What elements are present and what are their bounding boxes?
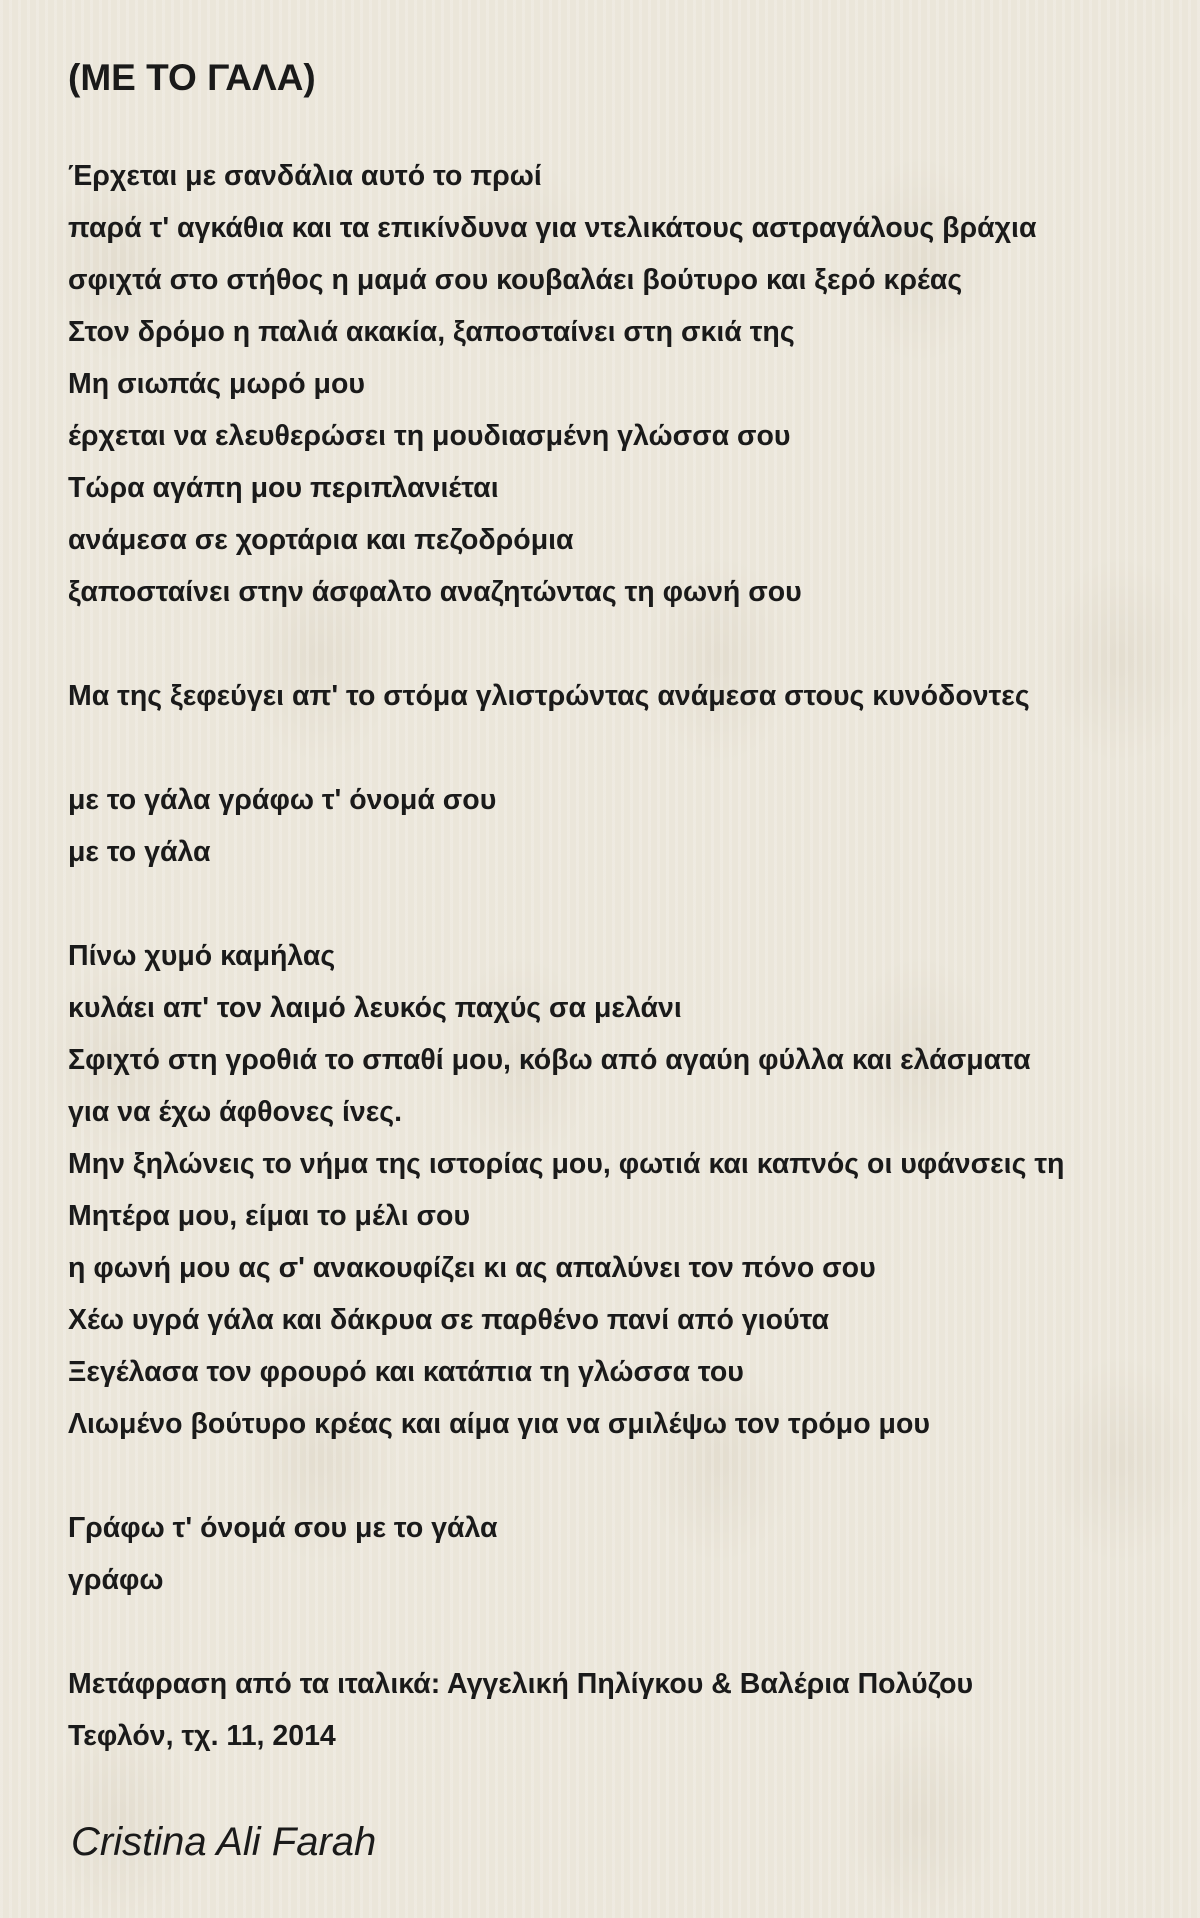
author-name: Cristina Ali Farah [71, 1820, 377, 1864]
poem-line: κυλάει απ' τον λαιμό λευκός παχύς σα μελάνι [68, 992, 682, 1024]
poem-line: με το γάλα [68, 836, 211, 868]
poem-body [68, 150, 1200, 1606]
poem-line: γράφω [68, 1564, 164, 1596]
stanza-break [68, 1450, 1200, 1502]
poem-line: Μη σιωπάς μωρό μου [68, 368, 365, 400]
poem-line: Μα της ξεφεύγει απ' το στόμα γλιστρώντας ανάμεσα στους κυνόδοντες [68, 680, 1030, 712]
translation-credit: Μετάφραση από τα ιταλικά: Αγγελική Πηλίγκου & Βαλέρια Πολύζου [68, 1668, 974, 1700]
stanza-break [68, 618, 1200, 670]
poem-line: Λιωμένο βούτυρο κρέας και αίμα για να σμιλέψω τον τρόμο μου [68, 1408, 930, 1440]
stanza-break [68, 722, 1200, 774]
poem-line: Έρχεται με σανδάλια αυτό το πρωί [68, 160, 542, 192]
poem-line: σφιχτά στο στήθος η μαμά σου κουβαλάει βούτυρο και ξερό κρέας [68, 264, 963, 296]
poem-line: Σφιχτό στη γροθιά το σπαθί μου, κόβω από αγαύη φύλλα και ελάσματα [68, 1044, 1031, 1076]
publication-info [68, 1658, 973, 1762]
poem-line: Τώρα αγάπη μου περιπλανιέται [68, 472, 499, 504]
poem-line: Πίνω χυμό καμήλας [68, 940, 336, 972]
poem-line: για να έχω άφθονες ίνες. [68, 1096, 403, 1128]
poem-title: (ΜΕ ΤΟ ΓΑΛΑ) [68, 57, 316, 98]
poem-line: Στον δρόμο η παλιά ακακία, ξαποσταίνει στη σκιά της [68, 316, 795, 348]
source-citation: Τεφλόν, τχ. 11, 2014 [68, 1720, 336, 1752]
poem-line: η φωνή μου ας σ' ανακουφίζει κι ας απαλύνει τον πόνο σου [68, 1252, 876, 1284]
poem-line: ξαποσταίνει στην άσφαλτο αναζητώντας τη φωνή σου [68, 576, 802, 608]
poem-line: με το γάλα γράφω τ' όνομά σου [68, 784, 497, 816]
stanza-break [68, 878, 1200, 930]
poem-line: παρά τ' αγκάθια και τα επικίνδυνα για ντελικάτους αστραγάλους βράχια [68, 212, 1037, 244]
poem-line: Μητέρα μου, είμαι το μέλι σου [68, 1200, 471, 1232]
poem-page [68, 0, 1200, 1918]
poem-line: έρχεται να ελευθερώσει τη μουδιασμένη γλώσσα σου [68, 420, 791, 452]
poem-line: Ξεγέλασα τον φρουρό και κατάπια τη γλώσσα του [68, 1356, 744, 1388]
poem-line: ανάμεσα σε χορτάρια και πεζοδρόμια [68, 524, 574, 556]
poem-line: Γράφω τ' όνομά σου με το γάλα [68, 1512, 498, 1544]
poem-line: Μην ξηλώνεις το νήμα της ιστορίας μου, φωτιά και καπνός οι υφάνσεις τη [68, 1148, 1065, 1180]
poem-line: Χέω υγρά γάλα και δάκρυα σε παρθένο πανί από γιούτα [68, 1304, 830, 1336]
